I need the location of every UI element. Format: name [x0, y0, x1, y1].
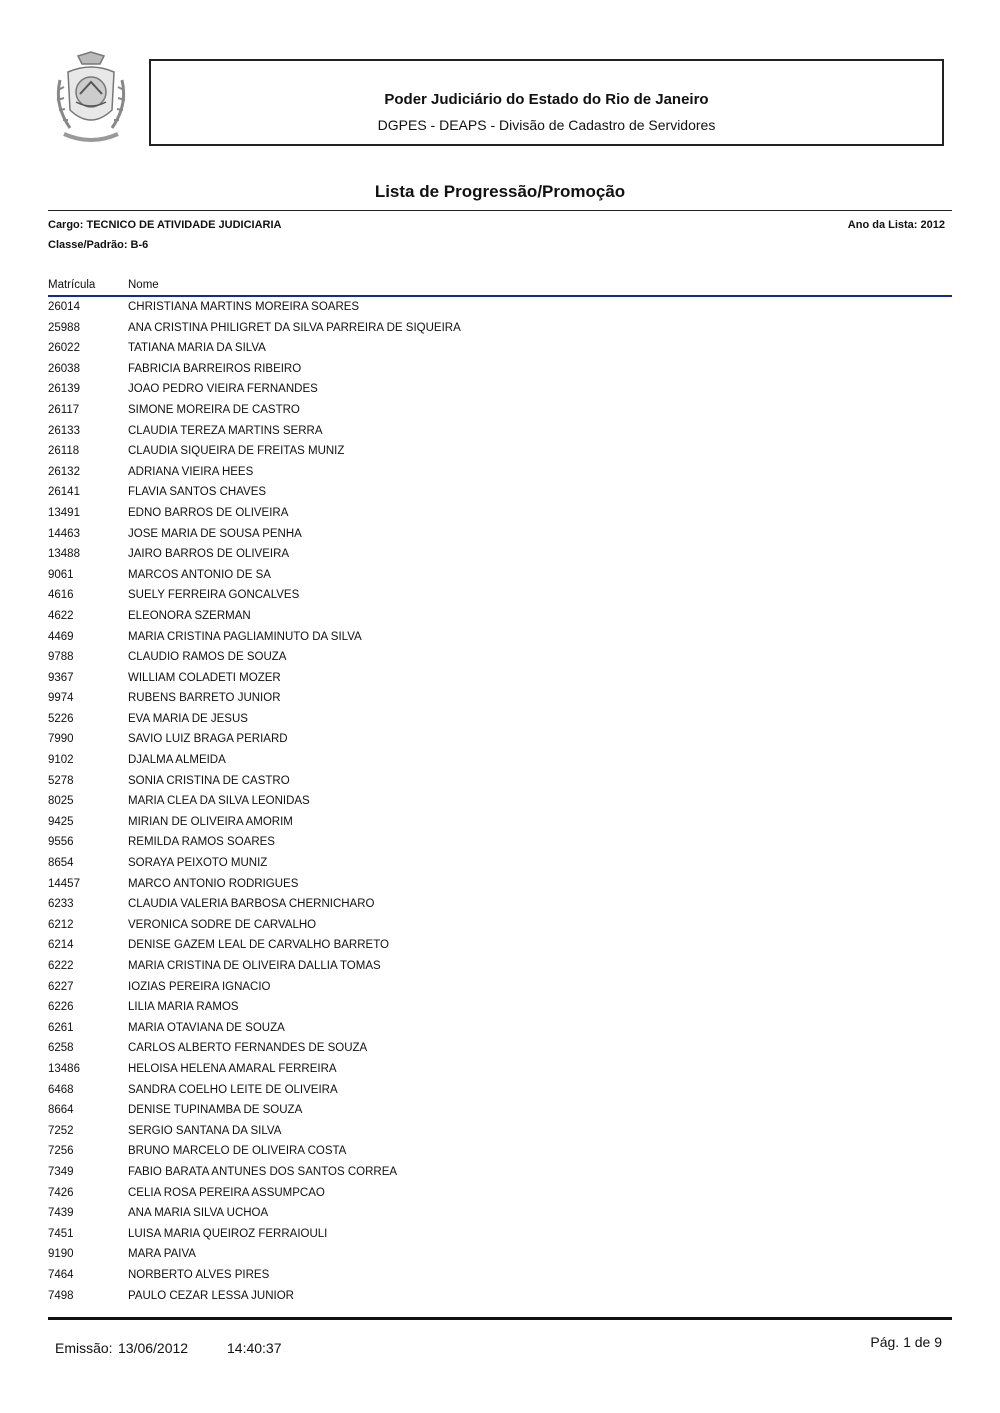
table-row: [0, 1227, 1000, 1248]
classe-label: Classe/Padrão: B-6: [48, 239, 149, 251]
nome-cell: MARCOS ANTONIO DE SA: [128, 568, 271, 581]
matricula-cell: 26117: [48, 403, 80, 416]
nome-cell: EDNO BARROS DE OLIVEIRA: [128, 506, 289, 519]
table-row: [0, 1103, 1000, 1124]
matricula-cell: 4622: [48, 609, 74, 622]
matricula-cell: 26022: [48, 342, 80, 355]
matricula-cell: 7252: [48, 1124, 74, 1137]
matricula-cell: 9102: [48, 754, 74, 767]
matricula-cell: 7990: [48, 733, 74, 746]
nome-cell: FLAVIA SANTOS CHAVES: [128, 486, 267, 499]
nome-cell: TATIANA MARIA DA SILVA: [128, 342, 266, 355]
table-row: [0, 794, 1000, 815]
matricula-cell: 8664: [48, 1104, 74, 1117]
matricula-cell: 25988: [48, 321, 80, 334]
matricula-cell: 9190: [48, 1248, 74, 1261]
matricula-cell: 6227: [48, 980, 74, 993]
nome-cell: NORBERTO ALVES PIRES: [128, 1268, 270, 1281]
table-row: [0, 630, 1000, 651]
matricula-cell: 9556: [48, 836, 74, 849]
nome-cell: SIMONE MOREIRA DE CASTRO: [128, 403, 300, 416]
table-row: [0, 650, 1000, 671]
org-title: Poder Judiciário do Estado do Rio de Janeiro: [384, 91, 709, 108]
table-row: [0, 938, 1000, 959]
matricula-cell: 7439: [48, 1207, 74, 1220]
table-row: [0, 1206, 1000, 1227]
matricula-cell: 9974: [48, 692, 74, 705]
nome-cell: RUBENS BARRETO JUNIOR: [128, 692, 281, 705]
column-header-matricula: Matrícula: [48, 279, 96, 291]
nome-cell: SORAYA PEIXOTO MUNIZ: [128, 857, 268, 870]
nome-cell: EVA MARIA DE JESUS: [128, 712, 248, 725]
table-row: [0, 959, 1000, 980]
table-row: [0, 1165, 1000, 1186]
matricula-cell: 7256: [48, 1145, 74, 1158]
matricula-cell: 26139: [48, 383, 80, 396]
nome-cell: DENISE TUPINAMBA DE SOUZA: [128, 1104, 303, 1117]
table-row: [0, 1041, 1000, 1062]
matricula-cell: 9425: [48, 815, 74, 828]
matricula-cell: 7349: [48, 1165, 74, 1178]
page-number: Pág. 1 de 9: [870, 1334, 942, 1350]
matricula-cell: 6261: [48, 1021, 74, 1034]
table-row: [0, 1144, 1000, 1165]
matricula-cell: 6468: [48, 1083, 74, 1096]
table-row: [0, 1021, 1000, 1042]
table-row: [0, 856, 1000, 877]
matricula-cell: 9788: [48, 651, 74, 664]
nome-cell: ANA MARIA SILVA UCHOA: [128, 1207, 269, 1220]
table-row: [0, 918, 1000, 939]
header-divider: [48, 295, 952, 297]
nome-cell: CHRISTIANA MARTINS MOREIRA SOARES: [128, 301, 360, 313]
matricula-cell: 6226: [48, 1001, 74, 1014]
table-row: [0, 671, 1000, 692]
nome-cell: JOAO PEDRO VIEIRA FERNANDES: [128, 383, 318, 396]
table-row: [0, 980, 1000, 1001]
header-box: [149, 59, 944, 146]
matricula-cell: 7498: [48, 1289, 74, 1302]
nome-cell: WILLIAM COLADETI MOZER: [128, 671, 281, 684]
table-row: [0, 382, 1000, 403]
table-row: [0, 465, 1000, 486]
matricula-cell: 4469: [48, 630, 74, 643]
matricula-cell: 26132: [48, 465, 80, 478]
column-header-nome: Nome: [128, 279, 159, 291]
emissao-label: Emissão:: [55, 1340, 113, 1356]
nome-cell: JAIRO BARROS DE OLIVEIRA: [128, 548, 290, 561]
matricula-cell: 5278: [48, 774, 74, 787]
nome-cell: MARIA CRISTINA DE OLIVEIRA DALLIA TOMAS: [128, 960, 381, 972]
nome-cell: HELOISA HELENA AMARAL FERREIRA: [128, 1062, 337, 1075]
emission-time: 14:40:37: [227, 1340, 282, 1356]
matricula-cell: 8654: [48, 857, 74, 870]
nome-cell: MARA PAIVA: [128, 1248, 196, 1261]
table-row: [0, 815, 1000, 836]
nome-cell: REMILDA RAMOS SOARES: [128, 836, 275, 849]
nome-cell: DJALMA ALMEIDA: [128, 754, 226, 767]
table-row: [0, 341, 1000, 362]
matricula-cell: 13486: [48, 1062, 80, 1075]
cargo-label: Cargo: TECNICO DE ATIVIDADE JUDICIARIA: [48, 219, 282, 231]
nome-cell: MARCO ANTONIO RODRIGUES: [128, 877, 299, 890]
nome-cell: BRUNO MARCELO DE OLIVEIRA COSTA: [128, 1145, 347, 1158]
table-row: [0, 732, 1000, 753]
matricula-cell: 8025: [48, 795, 74, 808]
nome-cell: SONIA CRISTINA DE CASTRO: [128, 774, 290, 787]
nome-cell: LILIA MARIA RAMOS: [128, 1001, 239, 1014]
table-row: [0, 1124, 1000, 1145]
table-row: [0, 774, 1000, 795]
nome-cell: CELIA ROSA PEREIRA ASSUMPCAO: [128, 1186, 325, 1199]
nome-cell: FABRICIA BARREIROS RIBEIRO: [128, 362, 302, 375]
table-row: [0, 691, 1000, 712]
org-subtitle: DGPES - DEAPS - Divisão de Cadastro de Servidores: [377, 117, 716, 133]
nome-cell: MARIA CLEA DA SILVA LEONIDAS: [128, 795, 310, 808]
matricula-cell: 4616: [48, 589, 74, 602]
table-row: [0, 712, 1000, 733]
matricula-cell: 9367: [48, 671, 74, 684]
nome-cell: SUELY FERREIRA GONCALVES: [128, 589, 300, 602]
emission-date: 13/06/2012: [118, 1340, 189, 1356]
table-row: [0, 527, 1000, 548]
matricula-cell: 7451: [48, 1227, 74, 1240]
matricula-cell: 6214: [48, 939, 74, 952]
matricula-cell: 14463: [48, 527, 80, 540]
nome-cell: MARIA CRISTINA PAGLIAMINUTO DA SILVA: [128, 630, 362, 643]
matricula-cell: 13491: [48, 506, 80, 519]
nome-cell: CARLOS ALBERTO FERNANDES DE SOUZA: [128, 1042, 368, 1055]
nome-cell: MIRIAN DE OLIVEIRA AMORIM: [128, 815, 293, 828]
matricula-cell: 13488: [48, 548, 80, 561]
nome-cell: ADRIANA VIEIRA HEES: [128, 465, 254, 478]
nome-cell: PAULO CEZAR LESSA JUNIOR: [128, 1289, 294, 1302]
nome-cell: SAVIO LUIZ BRAGA PERIARD: [128, 733, 288, 746]
nome-cell: CLAUDIO RAMOS DE SOUZA: [128, 651, 287, 664]
matricula-cell: 6258: [48, 1042, 74, 1055]
matricula-cell: 26014: [48, 301, 80, 313]
table-row: [0, 362, 1000, 383]
nome-cell: ANA CRISTINA PHILIGRET DA SILVA PARREIRA DE SIQUEIRA: [128, 321, 461, 334]
nome-cell: IOZIAS PEREIRA IGNACIO: [128, 980, 271, 993]
table-row: [0, 1268, 1000, 1289]
matricula-cell: 6222: [48, 960, 74, 972]
nome-cell: SANDRA COELHO LEITE DE OLIVEIRA: [128, 1083, 338, 1096]
nome-cell: CLAUDIA SIQUEIRA DE FREITAS MUNIZ: [128, 445, 345, 458]
matricula-cell: 6233: [48, 898, 74, 911]
matricula-cell: 26141: [48, 486, 80, 499]
matricula-cell: 26118: [48, 445, 80, 458]
table-row: [0, 753, 1000, 774]
table-row: [0, 444, 1000, 465]
matricula-cell: 9061: [48, 568, 74, 581]
nome-cell: VERONICA SODRE DE CARVALHO: [128, 918, 317, 931]
table-row: [0, 321, 1000, 342]
matricula-cell: 6212: [48, 918, 74, 931]
nome-cell: ELEONORA SZERMAN: [128, 609, 251, 622]
matricula-cell: 7426: [48, 1186, 74, 1199]
page-title: Lista de Progressão/Promoção: [374, 182, 626, 201]
table-row: [0, 1062, 1000, 1083]
table-row: [0, 568, 1000, 589]
table-row: [0, 424, 1000, 445]
footer-divider: [48, 1317, 952, 1320]
table-row: [0, 897, 1000, 918]
nome-cell: JOSE MARIA DE SOUSA PENHA: [128, 527, 302, 540]
table-row: [0, 300, 1000, 321]
nome-cell: MARIA OTAVIANA DE SOUZA: [128, 1021, 285, 1034]
matricula-cell: 26038: [48, 362, 80, 375]
table-row: [0, 485, 1000, 506]
table-row: [0, 835, 1000, 856]
coat-of-arms-icon: [50, 50, 132, 150]
nome-cell: CLAUDIA VALERIA BARBOSA CHERNICHARO: [128, 898, 375, 911]
table-row: [0, 547, 1000, 568]
matricula-cell: 5226: [48, 712, 74, 725]
nome-cell: CLAUDIA TEREZA MARTINS SERRA: [128, 424, 323, 437]
ano-label: Ano da Lista: 2012: [847, 219, 945, 231]
table-row: [0, 588, 1000, 609]
table-row: [0, 609, 1000, 630]
table-row: [0, 403, 1000, 424]
title-divider: [48, 210, 952, 211]
table-row: [0, 1289, 1000, 1310]
table-row: [0, 1247, 1000, 1268]
table-row: [0, 1083, 1000, 1104]
table-row: [0, 1186, 1000, 1207]
matricula-cell: 14457: [48, 877, 80, 890]
matricula-cell: 26133: [48, 424, 80, 437]
table-row: [0, 1000, 1000, 1021]
nome-cell: FABIO BARATA ANTUNES DOS SANTOS CORREA: [128, 1165, 398, 1178]
matricula-cell: 7464: [48, 1268, 74, 1281]
table-row: [0, 506, 1000, 527]
nome-cell: SERGIO SANTANA DA SILVA: [128, 1124, 282, 1137]
table-row: [0, 877, 1000, 898]
nome-cell: DENISE GAZEM LEAL DE CARVALHO BARRETO: [128, 939, 389, 952]
nome-cell: LUISA MARIA QUEIROZ FERRAIOULI: [128, 1227, 328, 1240]
employee-table: [0, 300, 1000, 1309]
